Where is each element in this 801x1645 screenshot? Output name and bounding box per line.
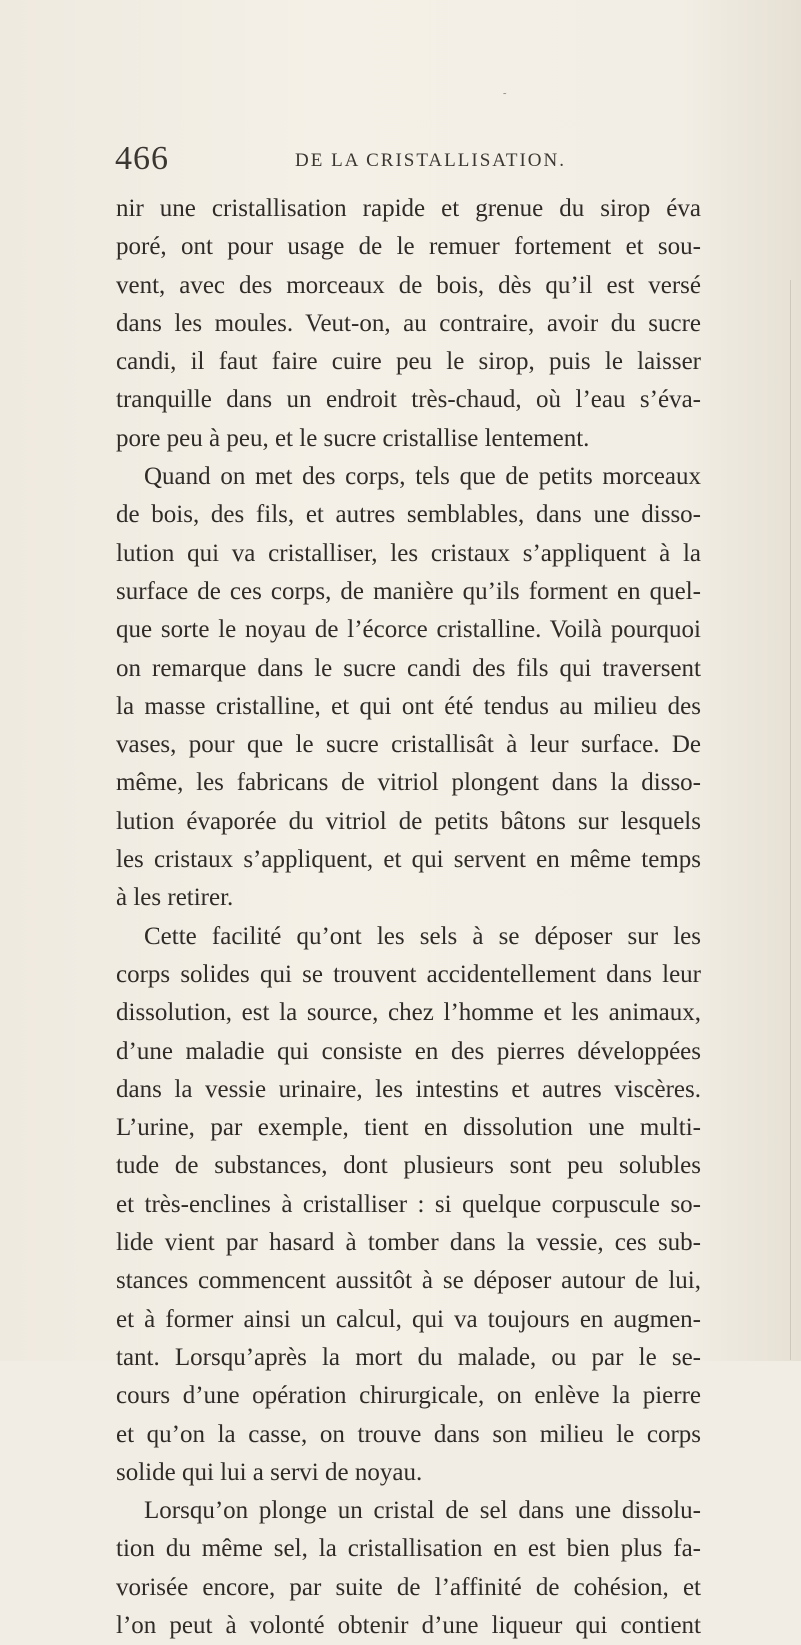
- text-line: lide vient par hasard à tomber dans la vessie, ces sub-: [116, 1229, 701, 1257]
- page-number: 466: [115, 140, 169, 177]
- text-line: pore peu à peu, et le sucre cristallise lentement.: [116, 424, 590, 452]
- text-line: stances commencent aussitôt à se déposer autour de lui,: [116, 1267, 701, 1295]
- text-line: L’urine, par exemple, tient en dissolution une multi-: [116, 1114, 701, 1142]
- text-line: la masse cristalline, et qui ont été tendus au milieu des: [116, 692, 701, 720]
- text-line: de bois, des fils, et autres semblables, dans une disso-: [116, 501, 701, 529]
- text-line: même, les fabricans de vitriol plongent dans la disso-: [116, 769, 701, 797]
- text-line: à les retirer.: [116, 884, 234, 912]
- text-line: Cette facilité qu’ont les sels à se déposer sur les: [144, 922, 701, 950]
- ink-speck: ˜: [503, 92, 507, 103]
- text-line: tant. Lorsqu’après la mort du malade, ou par le se-: [116, 1343, 701, 1371]
- text-line: tranquille dans un endroit très-chaud, où l’eau s’éva-: [116, 386, 701, 414]
- text-line: l’on peut à volonté obtenir d’une liqueur qui contient: [116, 1611, 701, 1639]
- text-line: vorisée encore, par suite de l’affinité de cohésion, et: [116, 1573, 701, 1601]
- text-line: lution qui va cristalliser, les cristaux s’appliquent à la: [116, 539, 701, 567]
- running-title: DE LA CRISTALLISATION.: [295, 150, 566, 171]
- text-line: vases, pour que le sucre cristallisât à leur surface. De: [116, 731, 701, 759]
- text-line: candi, il faut faire cuire peu le sirop, puis le laisser: [116, 348, 701, 376]
- text-line: les cristaux s’appliquent, et qui servent en même temps: [116, 846, 701, 874]
- text-line: nir une cristallisation rapide et grenue du sirop éva: [116, 195, 701, 222]
- text-line: solide qui lui a servi de noyau.: [116, 1458, 423, 1486]
- text-line: Lorsqu’on plonge un cristal de sel dans une dissolu-: [144, 1497, 701, 1525]
- text-line: dans la vessie urinaire, les intestins et autres viscères.: [116, 1075, 701, 1103]
- text-line: on remarque dans le sucre candi des fils qui traversent: [116, 654, 701, 682]
- body-text: [116, 190, 701, 1645]
- text-line: cours d’une opération chirurgicale, on enlève la pierre: [116, 1382, 701, 1410]
- text-line: et qu’on la casse, on trouve dans son milieu le corps: [116, 1420, 701, 1448]
- text-line: vent, avec des morceaux de bois, dès qu’il est versé: [116, 271, 701, 299]
- text-line: corps solides qui se trouvent accidentellement dans leur: [116, 960, 701, 988]
- text-line: et à former ainsi un calcul, qui va toujours en augmen-: [116, 1305, 701, 1333]
- text-line: Quand on met des corps, tels que de petits morceaux: [144, 463, 701, 491]
- text-line: et très-enclines à cristalliser : si quelque corpuscule so-: [116, 1190, 701, 1218]
- text-line: lution évaporée du vitriol de petits bâtons sur lesquels: [116, 807, 701, 835]
- text-line: poré, ont pour usage de le remuer fortement et sou-: [116, 233, 701, 261]
- text-line: que sorte le noyau de l’écorce cristalline. Voilà pourquoi: [116, 616, 701, 644]
- page-header: [115, 140, 715, 180]
- text-line: tude de substances, dont plusieurs sont peu solubles: [116, 1152, 701, 1180]
- page-edge-line: [790, 280, 791, 1360]
- text-line: dissolution, est la source, chez l’homme et les animaux,: [116, 999, 701, 1027]
- text-line: d’une maladie qui consiste en des pierres développées: [116, 1037, 701, 1065]
- text-line: dans les moules. Veut-on, au contraire, avoir du sucre: [116, 309, 701, 337]
- text-line: surface de ces corps, de manière qu’ils forment en quel-: [116, 577, 701, 605]
- text-line: tion du même sel, la cristallisation en est bien plus fa-: [116, 1535, 701, 1563]
